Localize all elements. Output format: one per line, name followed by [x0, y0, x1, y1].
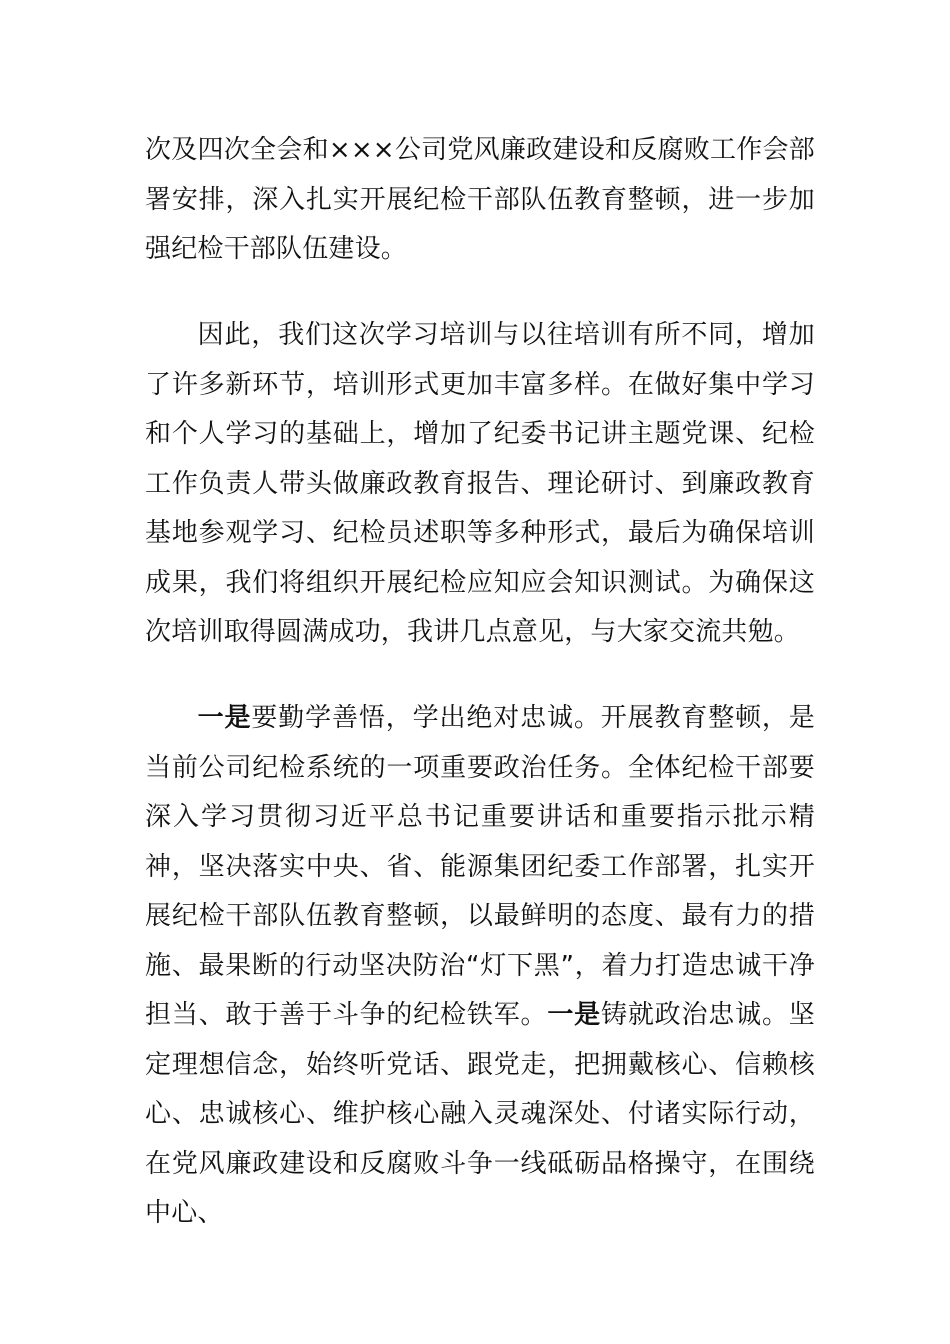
paragraph-first-point	[145, 694, 815, 1239]
inner-bold-marker: 一是	[547, 1000, 602, 1030]
paragraph-continuation	[145, 126, 815, 275]
paragraph-2-text: 因此，我们这次学习培训与以往培训有所不同，增加了许多新环节，培训形式更加丰富多样。在做好集中学习和个人学习的基础上，增加了纪委书记讲主题党课、纪检工作负责人带头做廉政教育报告、理论研讨、到廉政教育基地参观学习、纪检员述职等多种形式，最后为确保培训成果，我们将组织开展纪检应知应会知识测试。为确保这次培训取得圆满成功，我讲几点意见，与大家交流共勉。	[145, 320, 815, 647]
paragraph-training-format	[145, 311, 815, 658]
paragraph-1-text: 次及四次全会和×××公司党风廉政建设和反腐败工作会部署安排，深入扎实开展纪检干部队伍教育整顿，进一步加强纪检干部队伍建设。	[145, 135, 815, 264]
paragraph-3-text-a: 要勤学善悟，学出绝对忠诚。开展教育整顿，是当前公司纪检系统的一项重要政治任务。全体纪检干部要深入学习贯彻习近平总书记重要讲话和重要指示批示精神，坚决落实中央、省、能源集团纪委工作部署，扎实开展纪检干部队伍教育整顿，以最鲜明的态度、最有力的措施、最果断的行动坚决防治“灯下黑”，着力打造忠诚干净担当、敢于善于斗争的纪检铁军。	[145, 703, 816, 1030]
paragraph-3-text-b: 铸就政治忠诚。坚定理想信念，始终听党话、跟党走，把拥戴核心、信赖核心、忠诚核心、维护核心融入灵魂深处、付诸实际行动，在党风廉政建设和反腐败斗争一线砥砺品格操守，在围绕中心、	[145, 1000, 815, 1228]
lead-bold-marker: 一是	[197, 703, 252, 733]
